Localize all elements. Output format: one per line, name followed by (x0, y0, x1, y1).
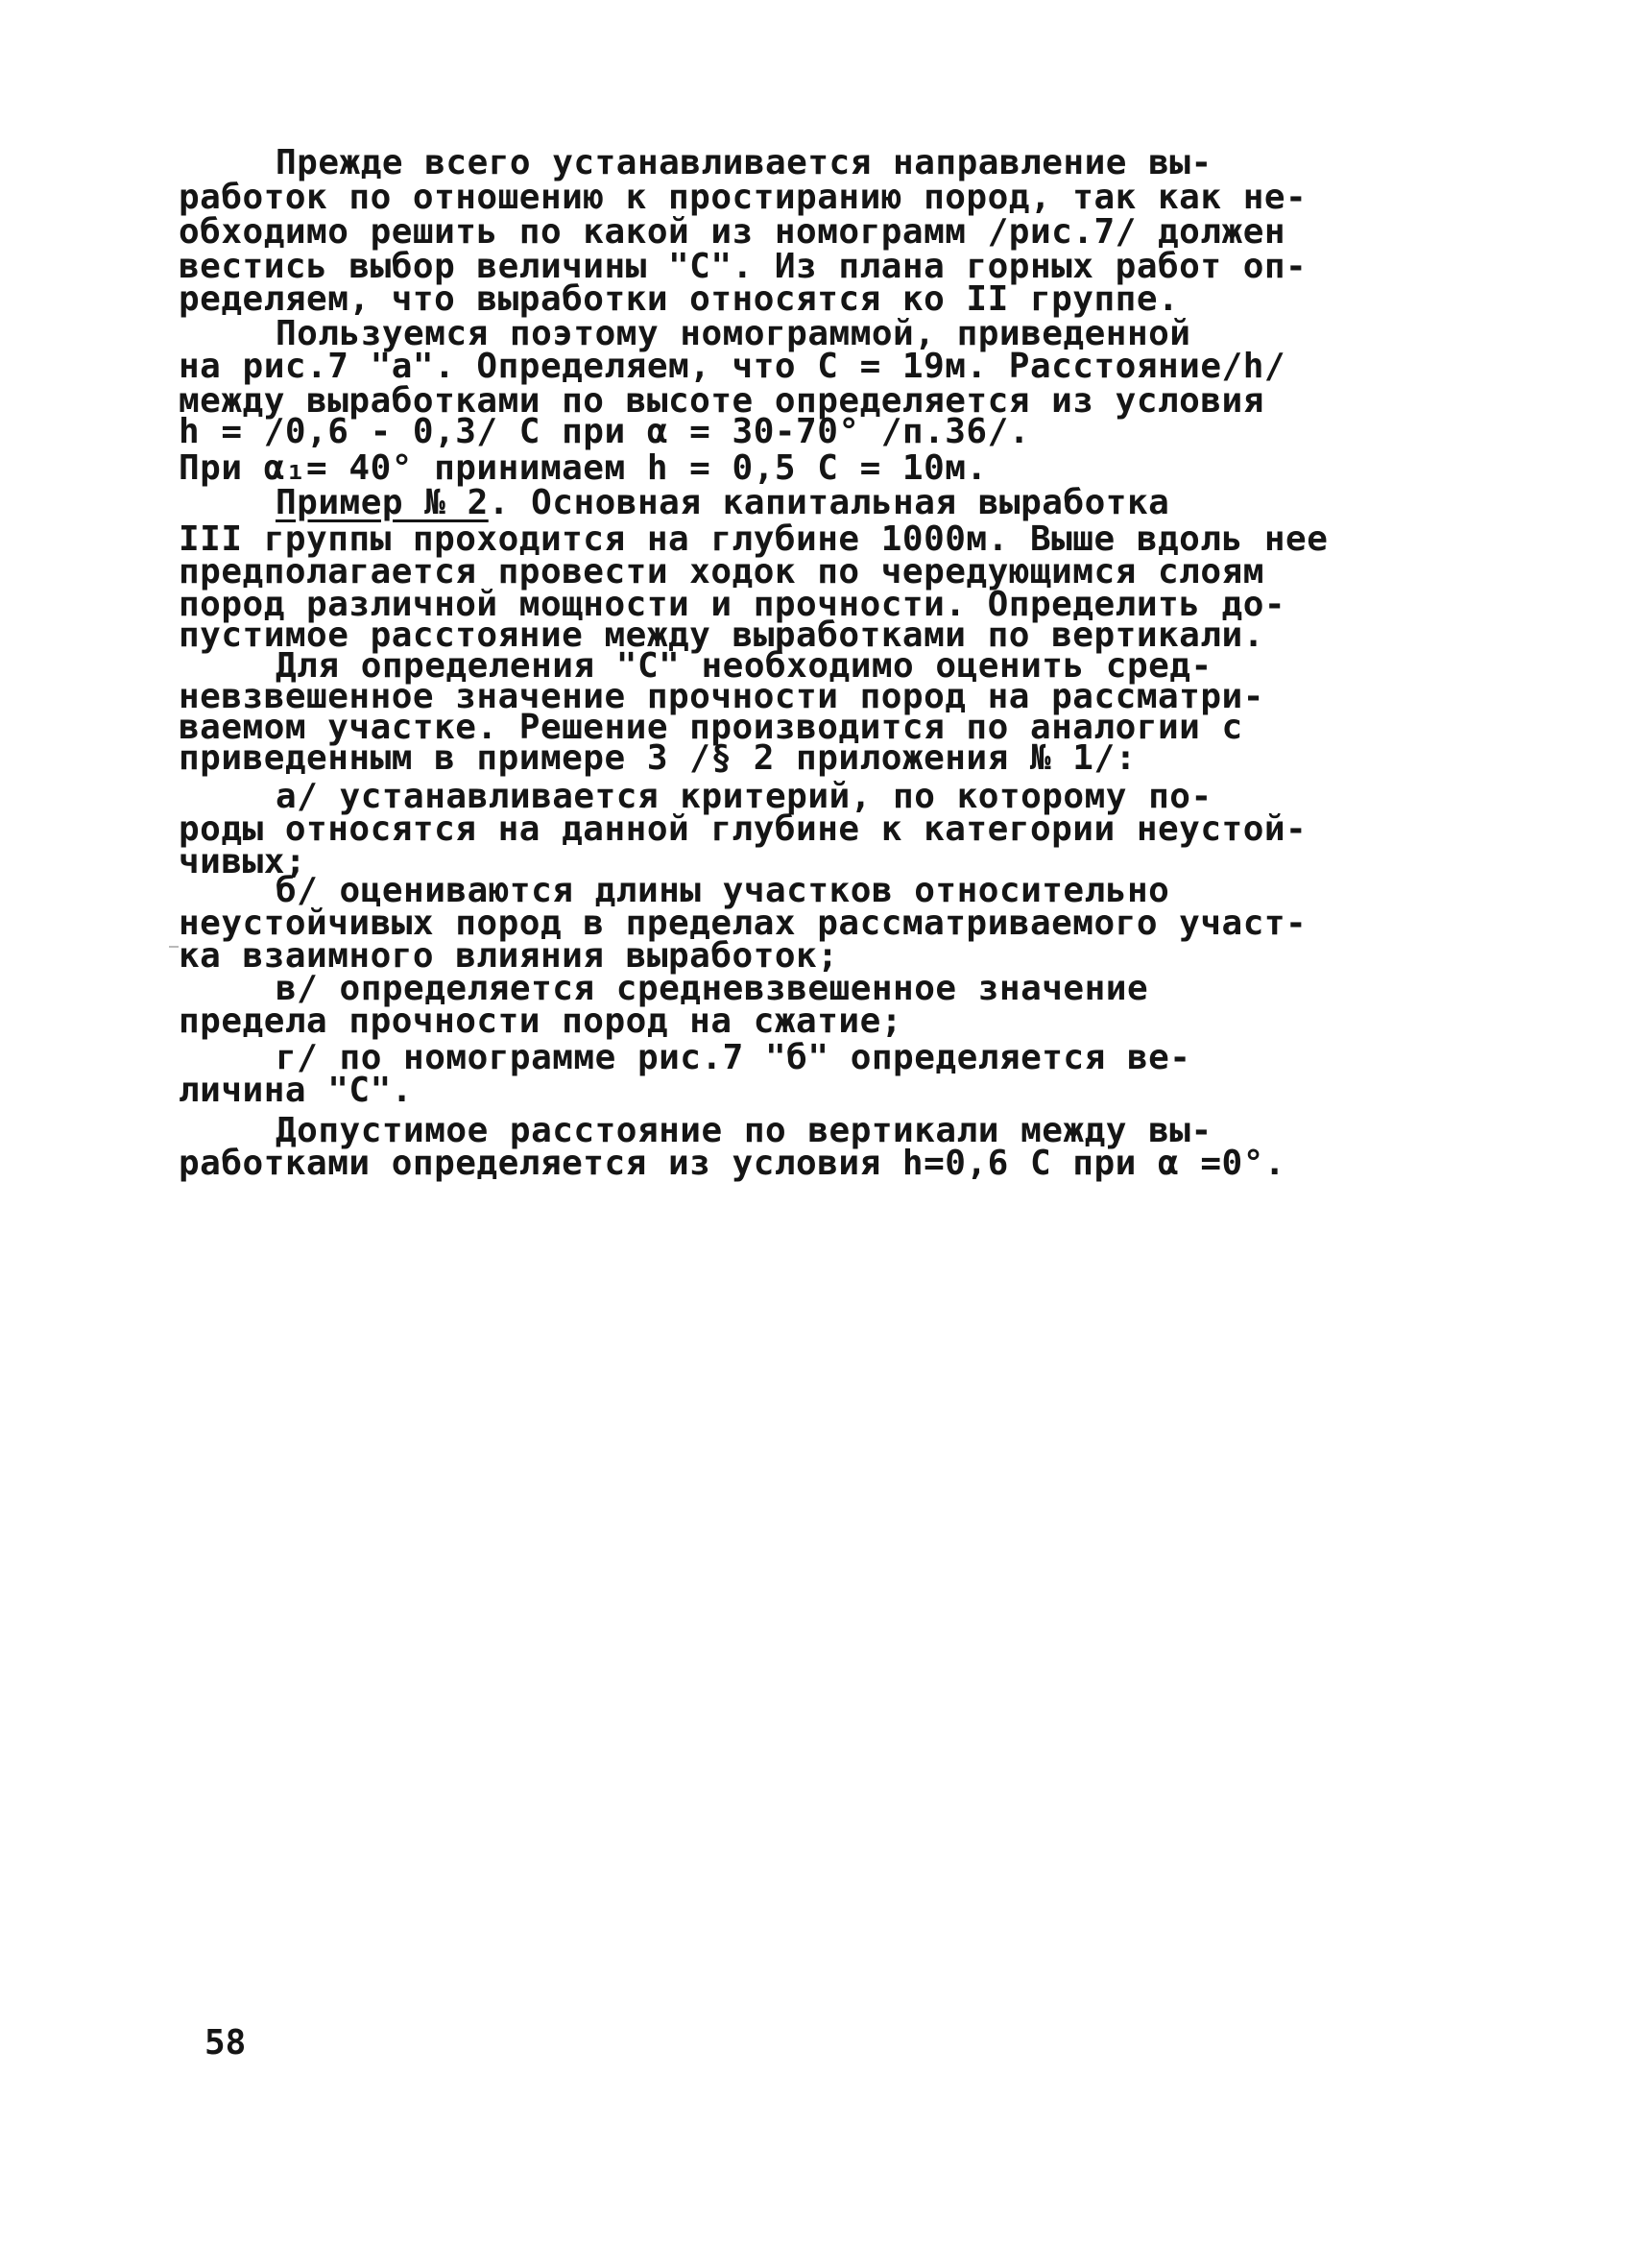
list-item-c-cont: предела прочности пород на сжатие; (179, 1001, 902, 1041)
text-line: предполагается провести ходок по чередующимся слоям (179, 552, 1264, 591)
formula-line: При α₁= 40° принимаем h = 0,5 С = 10м. (179, 448, 988, 488)
text-line: ределяем, что выработки относятся ко II группе. (179, 279, 1180, 319)
formula-line: h = /0,6 - 0,3/ С при α = 30-70° /п.36/. (179, 412, 1030, 451)
list-item-a-cont: чивых; (179, 842, 307, 881)
text-line: работок по отношению к простиранию пород, так как не- (179, 178, 1308, 217)
text-line: Прежде всего устанавливается направление вы- (276, 143, 1213, 182)
text-line: на рис.7 "а". Определяем, что С = 19м. Расстояние/h/ (179, 347, 1286, 386)
text-line: ваемом участке. Решение производится по аналогии с (179, 708, 1243, 747)
list-item-b-cont: неустойчивых пород в пределах рассматриваемого участ- (179, 904, 1308, 943)
text-line: обходимо решить по какой из номограмм /рис.7/ должен (179, 212, 1286, 252)
text-line: Для определения "С" необходимо оценить сред- (276, 646, 1213, 686)
list-item-b: б/ оцениваются длины участков относительно (276, 871, 1170, 910)
example-heading: Пример № 2 (276, 483, 489, 522)
formula-line: работками определяется из условия h=0,6 С при α =0°. (179, 1144, 1286, 1183)
list-item-a: а/ устанавливается критерий, по которому по- (276, 777, 1213, 816)
text-line: вестись выбор величины "С". Из плана горных работ оп- (179, 247, 1308, 286)
margin-mark (169, 946, 179, 948)
text-line: Пользуемся поэтому номограммой, приведенной (276, 314, 1191, 353)
text-line: между выработками по высоте определяется из условия (179, 381, 1264, 421)
list-item-b-cont: ка взаимного влияния выработок; (179, 936, 839, 976)
list-item-c: в/ определяется средневзвешенное значение (276, 969, 1149, 1008)
text-line: пород различной мощности и прочности. Определить до- (179, 585, 1286, 624)
text-line: приведенным в примере 3 /§ 2 приложения № 1/: (179, 738, 1137, 778)
list-item-a-cont: роды относятся на данной глубине к категории неустой- (179, 809, 1308, 849)
text-line: невзвешенное значение прочности пород на рассматри- (179, 677, 1264, 716)
list-item-d: г/ по номограмме рис.7 "б" определяется ве- (276, 1038, 1191, 1077)
example-line-text: . Основная капитальная выработка (488, 483, 1170, 522)
list-item-d-cont: личина "С". (179, 1071, 413, 1110)
text-line: пустимое расстояние между выработками по вертикали. (179, 615, 1264, 655)
page-number: 58 (204, 2023, 247, 2063)
text-line: Допустимое расстояние по вертикали между вы- (276, 1111, 1213, 1150)
text-line: III группы проходится на глубине 1000м. Выше вдоль нее (179, 519, 1329, 559)
